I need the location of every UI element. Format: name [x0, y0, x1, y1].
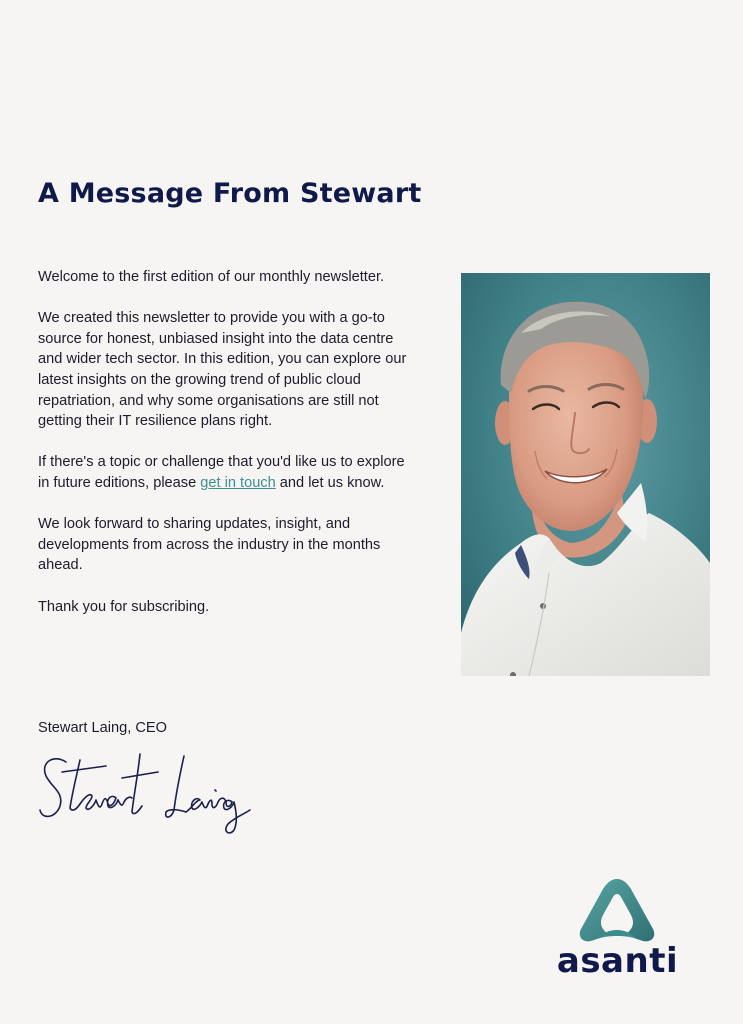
signature [36, 748, 276, 843]
paragraph-contact-end: and let us know. [275, 474, 385, 491]
paragraph-outlook: We look forward to sharing updates, insight, and developments from across the industry in the months ahead. [38, 516, 381, 574]
message-body [38, 267, 410, 638]
asanti-logo [555, 875, 680, 985]
page-title: A Message From Stewart [38, 178, 422, 209]
signoff-name: Stewart Laing, CEO [38, 720, 167, 736]
paragraph-purpose: We created this newsletter to provide you with a go-to source for honest, unbiased insight into the data centre and wider tech sector. In this edition, you can explore our latest insights on the growing trend of public cloud repatriation, and why some organisations are still not getting their IT resilience plans right. [38, 310, 407, 430]
portrait-photo-icon [461, 273, 710, 676]
paragraph-contact-start: If there's a topic or challenge that you'd like us to explore in future editions, please [38, 454, 405, 491]
get-in-touch-link[interactable]: get in touch [200, 474, 276, 491]
portrait-photo [461, 273, 710, 676]
paragraph-welcome: Welcome to the first edition of our monthly newsletter. [38, 269, 385, 285]
asanti-logo-mark-icon [577, 875, 657, 945]
paragraph-contact [38, 452, 410, 493]
paragraph-thanks: Thank you for subscribing. [38, 598, 210, 615]
asanti-wordmark: asanti [556, 941, 679, 981]
signature-icon [36, 748, 276, 843]
